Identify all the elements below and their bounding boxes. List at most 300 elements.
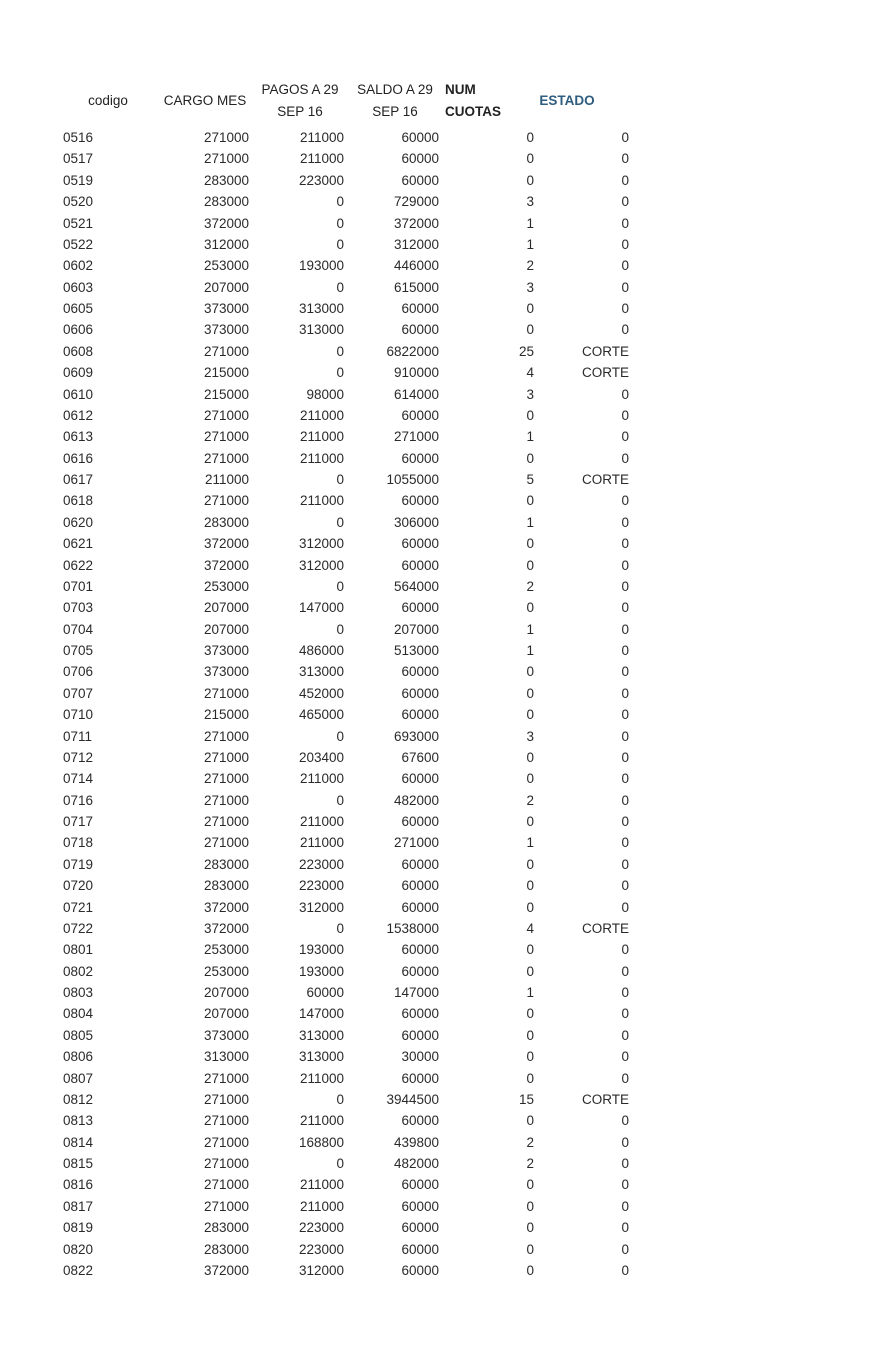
- table-row: [0, 875, 886, 896]
- cell-estado: 0: [621, 985, 629, 1000]
- cell-pagos: 313000: [298, 1049, 344, 1065]
- cell-estado: CORTE: [581, 920, 629, 936]
- cell-cargo-mes: 271000: [203, 835, 249, 851]
- cell-cargo-mes: 271000: [203, 749, 249, 765]
- cell-pagos: 0: [336, 365, 344, 381]
- cell-estado: 0: [621, 1027, 629, 1043]
- cell-codigo: 0712: [63, 749, 94, 765]
- cell-cargo-mes: 313000: [203, 1049, 249, 1065]
- cell-codigo: 0716: [63, 792, 94, 808]
- header-saldo-line1: SALDO A 29: [357, 82, 433, 97]
- cell-cargo-mes: 372000: [203, 215, 249, 231]
- cell-estado: 0: [621, 600, 629, 616]
- table-row: [0, 1217, 886, 1238]
- cell-pagos: 211000: [299, 130, 344, 145]
- table-row: [0, 1260, 886, 1281]
- table-row: [0, 1068, 886, 1089]
- cell-cargo-mes: 271000: [203, 407, 249, 423]
- cell-saldo: 60000: [401, 493, 439, 509]
- cell-num-cuotas: 0: [526, 899, 534, 915]
- cell-pagos: 211000: [299, 1177, 344, 1193]
- cell-pagos: 0: [336, 472, 344, 487]
- cell-saldo: 60000: [401, 130, 439, 145]
- table-row: [0, 597, 886, 618]
- cell-saldo: 60000: [401, 963, 439, 979]
- cell-saldo: 1538000: [386, 920, 439, 936]
- cell-pagos: 211000: [299, 771, 344, 787]
- table-row: [0, 448, 886, 469]
- cell-codigo: 0806: [63, 1049, 94, 1065]
- table-row: [0, 234, 886, 255]
- cell-saldo: 271000: [393, 429, 439, 445]
- cell-num-cuotas: 0: [526, 557, 534, 573]
- cell-num-cuotas: 0: [526, 151, 534, 167]
- cell-cargo-mes: 373000: [203, 1027, 249, 1043]
- cell-cargo-mes: 207000: [203, 985, 249, 1000]
- cell-num-cuotas: 2: [526, 1156, 534, 1171]
- cell-estado: 0: [621, 1241, 629, 1257]
- cell-saldo: 439800: [393, 1134, 439, 1150]
- cell-num-cuotas: 0: [526, 664, 534, 680]
- table-row: [0, 213, 886, 234]
- cell-codigo: 0516: [63, 130, 94, 145]
- cell-num-cuotas: 0: [526, 1113, 534, 1129]
- cell-pagos: 313000: [298, 1027, 344, 1043]
- cell-codigo: 0721: [63, 899, 94, 915]
- cell-estado: 0: [621, 301, 629, 316]
- cell-num-cuotas: 0: [526, 1220, 534, 1236]
- cell-saldo: 60000: [401, 1027, 439, 1043]
- cell-estado: CORTE: [581, 365, 629, 381]
- cell-num-cuotas: 0: [526, 856, 534, 872]
- cell-num-cuotas: 1: [526, 236, 534, 252]
- cell-cargo-mes: 207000: [203, 621, 249, 637]
- table-row: [0, 790, 886, 811]
- cell-codigo: 0714: [63, 771, 94, 787]
- cell-num-cuotas: 3: [526, 194, 534, 210]
- cell-num-cuotas: 0: [526, 600, 534, 616]
- cell-num-cuotas: 25: [518, 343, 534, 359]
- cell-pagos: 0: [336, 920, 344, 936]
- table-row: [0, 1046, 886, 1067]
- cell-cargo-mes: 271000: [203, 450, 249, 466]
- cell-cargo-mes: 271000: [203, 1177, 249, 1193]
- header-pagos-line1: PAGOS A 29: [261, 82, 339, 97]
- cell-codigo: 0617: [63, 472, 94, 487]
- table-row: [0, 704, 886, 725]
- cell-pagos: 223000: [298, 172, 344, 188]
- cell-estado: 0: [621, 1262, 629, 1278]
- cell-codigo: 0720: [63, 878, 94, 894]
- cell-pagos: 193000: [298, 963, 344, 979]
- cell-cargo-mes: 373000: [203, 664, 249, 680]
- cell-pagos: 211000: [299, 429, 344, 445]
- cell-num-cuotas: 0: [526, 1177, 534, 1193]
- table-row: [0, 897, 886, 918]
- cell-estado: 0: [621, 236, 629, 252]
- table-row: [0, 533, 886, 554]
- cell-saldo: 614000: [393, 386, 439, 402]
- cell-num-cuotas: 4: [526, 920, 534, 936]
- table-row: [0, 854, 886, 875]
- cell-codigo: 0804: [63, 1006, 94, 1022]
- cell-saldo: 60000: [401, 1070, 439, 1086]
- cell-num-cuotas: 0: [526, 493, 534, 509]
- cell-pagos: 223000: [298, 878, 344, 894]
- cell-num-cuotas: 0: [526, 1070, 534, 1086]
- cell-num-cuotas: 3: [526, 279, 534, 295]
- cell-cargo-mes: 283000: [203, 514, 249, 530]
- cell-estado: 0: [621, 856, 629, 872]
- cell-saldo: 60000: [401, 151, 439, 167]
- cell-cargo-mes: 373000: [203, 322, 249, 338]
- cell-num-cuotas: 1: [526, 643, 534, 658]
- cell-codigo: 0710: [63, 707, 94, 723]
- cell-saldo: 147000: [393, 985, 439, 1000]
- cell-estado: 0: [621, 835, 629, 851]
- cell-cargo-mes: 207000: [203, 600, 249, 616]
- table-row: [0, 982, 886, 1003]
- cell-cargo-mes: 271000: [203, 1070, 249, 1086]
- header-estado: ESTADO: [539, 93, 595, 108]
- cell-estado: 0: [621, 322, 629, 338]
- cell-pagos: 0: [336, 215, 344, 231]
- cell-saldo: 6822000: [386, 343, 439, 359]
- cell-pagos: 0: [336, 343, 344, 359]
- cell-estado: 0: [621, 792, 629, 808]
- cell-num-cuotas: 2: [526, 792, 534, 808]
- cell-pagos: 312000: [298, 536, 344, 552]
- cell-saldo: 60000: [401, 942, 439, 958]
- table-row: [0, 832, 886, 853]
- cell-estado: 0: [621, 728, 629, 744]
- table-row: [0, 1239, 886, 1260]
- cell-codigo: 0819: [63, 1220, 94, 1236]
- cell-cargo-mes: 283000: [203, 172, 249, 188]
- cell-pagos: 211000: [299, 407, 344, 423]
- cell-num-cuotas: 1: [526, 514, 534, 530]
- cell-num-cuotas: 0: [526, 814, 534, 829]
- cell-saldo: 3944500: [386, 1091, 439, 1107]
- table-row: [0, 148, 886, 169]
- cell-pagos: 0: [336, 728, 344, 744]
- cell-codigo: 0805: [63, 1027, 94, 1043]
- cell-estado: 0: [621, 771, 629, 787]
- cell-codigo: 0706: [63, 664, 94, 680]
- table-row: [0, 127, 886, 148]
- cell-estado: 0: [621, 514, 629, 530]
- cell-estado: 0: [621, 707, 629, 723]
- cell-codigo: 0711: [63, 728, 93, 744]
- table-row: [0, 661, 886, 682]
- cell-saldo: 372000: [393, 215, 439, 231]
- cell-pagos: 465000: [298, 707, 344, 723]
- cell-pagos: 312000: [298, 557, 344, 573]
- cell-pagos: 147000: [298, 600, 344, 616]
- table-row: [0, 555, 886, 576]
- table-row: [0, 341, 886, 362]
- cell-pagos: 452000: [298, 685, 344, 701]
- cell-estado: 0: [621, 643, 629, 658]
- header-codigo: codigo: [88, 93, 128, 108]
- cell-codigo: 0612: [63, 407, 94, 423]
- cell-cargo-mes: 283000: [203, 1241, 249, 1257]
- cell-pagos: 312000: [298, 1262, 344, 1278]
- cell-num-cuotas: 0: [526, 450, 534, 466]
- cell-pagos: 211000: [299, 1113, 344, 1129]
- cell-pagos: 0: [336, 194, 344, 210]
- cell-codigo: 0717: [63, 814, 94, 829]
- cell-estado: 0: [621, 942, 629, 958]
- cell-cargo-mes: 283000: [203, 878, 249, 894]
- cell-codigo: 0602: [63, 258, 94, 274]
- cell-saldo: 729000: [393, 194, 439, 210]
- cell-pagos: 60000: [306, 985, 344, 1000]
- cell-saldo: 60000: [401, 1241, 439, 1257]
- table-row: [0, 576, 886, 597]
- cell-estado: 0: [621, 386, 629, 402]
- table-row: [0, 1153, 886, 1174]
- header-pagos-line2: SEP 16: [277, 104, 323, 119]
- cell-pagos: 168800: [298, 1134, 344, 1150]
- table-row: [0, 512, 886, 533]
- cell-cargo-mes: 215000: [203, 386, 249, 402]
- cell-cargo-mes: 271000: [203, 814, 249, 829]
- cell-cargo-mes: 271000: [203, 343, 249, 359]
- cell-estado: 0: [621, 664, 629, 680]
- table-row: [0, 1025, 886, 1046]
- header-cargo-mes: CARGO MES: [163, 93, 247, 108]
- cell-codigo: 0813: [63, 1113, 94, 1129]
- cell-cargo-mes: 271000: [203, 1113, 249, 1129]
- cell-estado: 0: [621, 685, 629, 701]
- cell-codigo: 0519: [63, 172, 94, 188]
- cell-pagos: 211000: [299, 835, 344, 851]
- cell-codigo: 0613: [63, 429, 94, 445]
- cell-num-cuotas: 0: [526, 878, 534, 894]
- cell-num-cuotas: 0: [526, 322, 534, 338]
- cell-num-cuotas: 2: [526, 258, 534, 274]
- cell-codigo: 0820: [63, 1241, 94, 1257]
- cell-estado: CORTE: [581, 1091, 629, 1107]
- cell-num-cuotas: 1: [526, 621, 534, 637]
- cell-num-cuotas: 1: [526, 429, 534, 445]
- cell-pagos: 486000: [298, 643, 344, 658]
- cell-cargo-mes: 271000: [203, 151, 249, 167]
- cell-saldo: 60000: [401, 600, 439, 616]
- cell-pagos: 0: [336, 279, 344, 295]
- cell-estado: 0: [621, 878, 629, 894]
- table-row: [0, 726, 886, 747]
- cell-pagos: 0: [336, 621, 344, 637]
- cell-saldo: 60000: [401, 1198, 439, 1214]
- cell-cargo-mes: 312000: [203, 236, 249, 252]
- cell-pagos: 313000: [298, 322, 344, 338]
- cell-saldo: 60000: [401, 1262, 439, 1278]
- cell-num-cuotas: 5: [526, 472, 534, 487]
- cell-cargo-mes: 283000: [203, 856, 249, 872]
- cell-cargo-mes: 271000: [203, 1156, 249, 1171]
- cell-cargo-mes: 207000: [203, 279, 249, 295]
- cell-saldo: 60000: [401, 536, 439, 552]
- cell-cargo-mes: 372000: [203, 1262, 249, 1278]
- cell-pagos: 223000: [298, 856, 344, 872]
- cell-cargo-mes: 271000: [203, 1198, 249, 1214]
- table-row: [0, 918, 886, 939]
- cell-pagos: 98000: [306, 386, 344, 402]
- cell-num-cuotas: 0: [526, 172, 534, 188]
- cell-num-cuotas: 0: [526, 1198, 534, 1214]
- cell-saldo: 60000: [401, 322, 439, 338]
- cell-saldo: 60000: [401, 856, 439, 872]
- cell-saldo: 910000: [393, 365, 439, 381]
- cell-pagos: 313000: [298, 301, 344, 316]
- table-row: [0, 619, 886, 640]
- cell-pagos: 211000: [299, 493, 344, 509]
- cell-saldo: 60000: [401, 814, 439, 829]
- cell-num-cuotas: 3: [526, 728, 534, 744]
- cell-saldo: 564000: [393, 578, 439, 594]
- cell-cargo-mes: 271000: [203, 792, 249, 808]
- cell-estado: 0: [621, 1220, 629, 1236]
- cell-num-cuotas: 0: [526, 1006, 534, 1022]
- cell-codigo: 0609: [63, 365, 94, 381]
- cell-pagos: 211000: [299, 450, 344, 466]
- cell-codigo: 0608: [63, 343, 94, 359]
- cell-cargo-mes: 215000: [203, 365, 249, 381]
- cell-saldo: 60000: [401, 878, 439, 894]
- cell-saldo: 482000: [393, 1156, 439, 1171]
- cell-estado: 0: [621, 493, 629, 509]
- cell-codigo: 0802: [63, 963, 94, 979]
- cell-codigo: 0621: [63, 536, 94, 552]
- cell-saldo: 60000: [401, 707, 439, 723]
- cell-num-cuotas: 0: [526, 942, 534, 958]
- cell-cargo-mes: 373000: [203, 643, 249, 658]
- cell-codigo: 0803: [63, 985, 94, 1000]
- cell-saldo: 60000: [401, 450, 439, 466]
- cell-cargo-mes: 271000: [203, 685, 249, 701]
- cell-pagos: 0: [336, 1091, 344, 1107]
- cell-codigo: 0801: [63, 942, 94, 958]
- table-row: [0, 191, 886, 212]
- cell-pagos: 0: [336, 514, 344, 530]
- cell-codigo: 0807: [63, 1070, 94, 1086]
- cell-cargo-mes: 373000: [203, 301, 249, 316]
- cell-cargo-mes: 283000: [203, 194, 249, 210]
- cell-cargo-mes: 271000: [203, 1091, 249, 1107]
- cell-cargo-mes: 271000: [203, 771, 249, 787]
- cell-cargo-mes: 283000: [203, 1220, 249, 1236]
- cell-codigo: 0822: [63, 1262, 94, 1278]
- header-saldo-line2: SEP 16: [372, 104, 418, 119]
- table-row: [0, 683, 886, 704]
- cell-num-cuotas: 1: [526, 215, 534, 231]
- cell-saldo: 60000: [401, 1113, 439, 1129]
- cell-saldo: 60000: [401, 899, 439, 915]
- cell-estado: 0: [621, 536, 629, 552]
- table-row: [0, 298, 886, 319]
- cell-cargo-mes: 271000: [203, 429, 249, 445]
- cell-pagos: 0: [336, 236, 344, 252]
- cell-saldo: 60000: [401, 557, 439, 573]
- cell-pagos: 211000: [299, 1070, 344, 1086]
- table-row: [0, 384, 886, 405]
- cell-codigo: 0812: [63, 1091, 94, 1107]
- cell-estado: 0: [621, 1049, 629, 1065]
- cell-pagos: 193000: [298, 942, 344, 958]
- cell-saldo: 67600: [401, 749, 439, 765]
- cell-cargo-mes: 253000: [203, 578, 249, 594]
- cell-num-cuotas: 0: [526, 407, 534, 423]
- cell-estado: 0: [621, 258, 629, 274]
- cell-saldo: 482000: [393, 792, 439, 808]
- cell-codigo: 0520: [63, 194, 94, 210]
- cell-num-cuotas: 0: [526, 301, 534, 316]
- cell-codigo: 0703: [63, 600, 94, 616]
- table-row: [0, 255, 886, 276]
- cell-saldo: 306000: [393, 514, 439, 530]
- table-row: [0, 1174, 886, 1195]
- cell-estado: CORTE: [581, 472, 629, 487]
- table-row: [0, 490, 886, 511]
- cell-codigo: 0815: [63, 1156, 94, 1171]
- cell-codigo: 0814: [63, 1134, 94, 1150]
- table-row: [0, 426, 886, 447]
- cell-estado: CORTE: [581, 343, 629, 359]
- cell-num-cuotas: 0: [526, 1049, 534, 1065]
- cell-estado: 0: [621, 814, 629, 829]
- cell-num-cuotas: 0: [526, 1262, 534, 1278]
- cell-cargo-mes: 253000: [203, 942, 249, 958]
- cell-saldo: 60000: [401, 1177, 439, 1193]
- cell-estado: 0: [621, 215, 629, 231]
- cell-estado: 0: [621, 899, 629, 915]
- table-row: [0, 277, 886, 298]
- table-row: [0, 640, 886, 661]
- cell-saldo: 60000: [401, 664, 439, 680]
- cell-cargo-mes: 372000: [203, 557, 249, 573]
- cell-estado: 0: [621, 194, 629, 210]
- cell-pagos: 223000: [298, 1220, 344, 1236]
- cell-pagos: 211000: [299, 151, 344, 167]
- cell-codigo: 0618: [63, 493, 94, 509]
- cell-estado: 0: [621, 1134, 629, 1150]
- cell-num-cuotas: 1: [526, 985, 534, 1000]
- cell-saldo: 446000: [393, 258, 439, 274]
- cell-saldo: 513000: [393, 643, 439, 658]
- cell-codigo: 0622: [63, 557, 94, 573]
- cell-saldo: 60000: [401, 172, 439, 188]
- cell-estado: 0: [621, 557, 629, 573]
- cell-num-cuotas: 4: [526, 365, 534, 381]
- table-row: [0, 319, 886, 340]
- cell-codigo: 0722: [63, 920, 94, 936]
- cell-codigo: 0701: [63, 578, 94, 594]
- cell-codigo: 0517: [63, 151, 94, 167]
- header-num-line2: CUOTAS: [445, 104, 501, 119]
- cell-pagos: 313000: [298, 664, 344, 680]
- cell-codigo: 0704: [63, 621, 94, 637]
- cell-pagos: 312000: [298, 899, 344, 915]
- table-row: [0, 1003, 886, 1024]
- cell-cargo-mes: 271000: [203, 130, 249, 145]
- cell-codigo: 0707: [63, 685, 94, 701]
- table-row: [0, 939, 886, 960]
- table-row: [0, 1089, 886, 1110]
- cell-estado: 0: [621, 621, 629, 637]
- cell-saldo: 60000: [401, 771, 439, 787]
